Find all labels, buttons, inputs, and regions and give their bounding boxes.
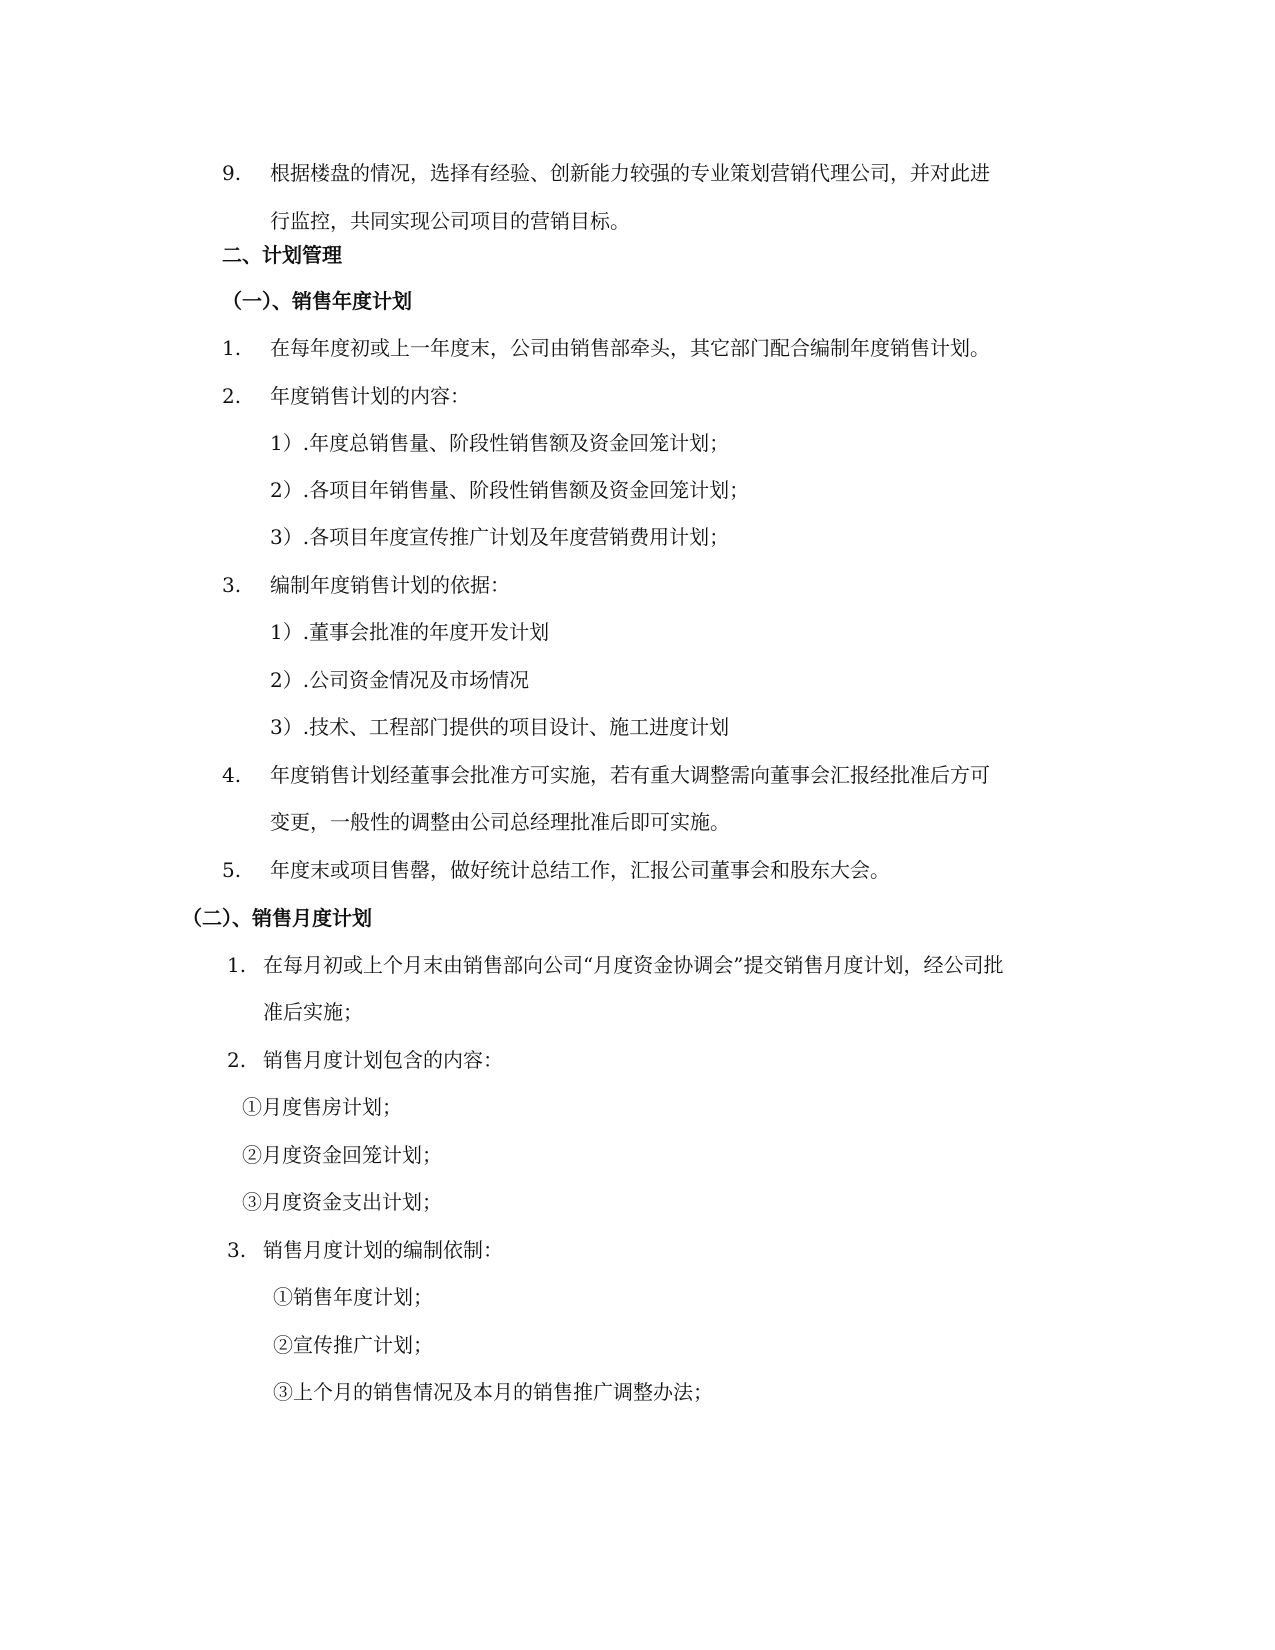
sub-item: ①月度售房计划； [242,1095,402,1119]
subsection-heading: （一）、销售年度计划 [222,289,412,313]
sub-item: ②宣传推广计划； [273,1333,433,1357]
paragraph-line: 变更，一般性的调整由公司总经理批准后即可实施。 [270,810,730,834]
list-number: 2. [222,384,242,408]
paragraph-line: 销售月度计划的编制依制： [263,1238,503,1262]
sub-item: ③上个月的销售情况及本月的销售推广调整办法； [273,1380,713,1404]
subsection-heading: （二）、销售月度计划 [182,906,372,930]
paragraph-line: 销售月度计划包含的内容： [263,1048,503,1072]
sub-item: 2）.各项目年销售量、阶段性销售额及资金回笼计划； [270,478,750,502]
list-number: 4. [222,763,242,787]
paragraph-line: 年度销售计划经董事会批准方可实施，若有重大调整需向董事会汇报经批准后方可 [270,763,990,787]
paragraph-line: 年度销售计划的内容： [270,384,470,408]
paragraph-line: 根据楼盘的情况，选择有经验、创新能力较强的专业策划营销代理公司，并对此进 [270,161,990,185]
paragraph-line: 准后实施； [263,1000,363,1024]
sub-item: ③月度资金支出计划； [242,1190,442,1214]
section-heading: 二、计划管理 [222,243,342,267]
sub-item: 2）.公司资金情况及市场情况 [270,668,530,692]
sub-item: ②月度资金回笼计划； [242,1143,442,1167]
paragraph-line: 在每月初或上个月末由销售部向公司“月度资金协调会”提交销售月度计划，经公司批 [263,953,1004,977]
list-number: 9. [222,161,242,185]
sub-item: 3）.各项目年度宣传推广计划及年度营销费用计划； [270,525,730,549]
paragraph-line: 年度末或项目售罄，做好统计总结工作，汇报公司董事会和股东大会。 [270,858,890,882]
list-number: 1. [227,953,247,977]
sub-item: 3）.技术、工程部门提供的项目设计、施工进度计划 [270,715,730,739]
sub-item: ①销售年度计划； [273,1285,433,1309]
list-number: 3. [227,1238,247,1262]
paragraph-line: 在每年度初或上一年度末，公司由销售部牵头，其它部门配合编制年度销售计划。 [270,336,990,360]
sub-item: 1）.董事会批准的年度开发计划 [270,620,550,644]
paragraph-line: 行监控，共同实现公司项目的营销目标。 [270,209,630,233]
list-number: 2. [227,1048,247,1072]
sub-item: 1）.年度总销售量、阶段性销售额及资金回笼计划； [270,431,730,455]
paragraph-line: 编制年度销售计划的依据： [270,573,510,597]
list-number: 5. [222,858,242,882]
list-number: 3. [222,573,242,597]
list-number: 1. [222,336,242,360]
